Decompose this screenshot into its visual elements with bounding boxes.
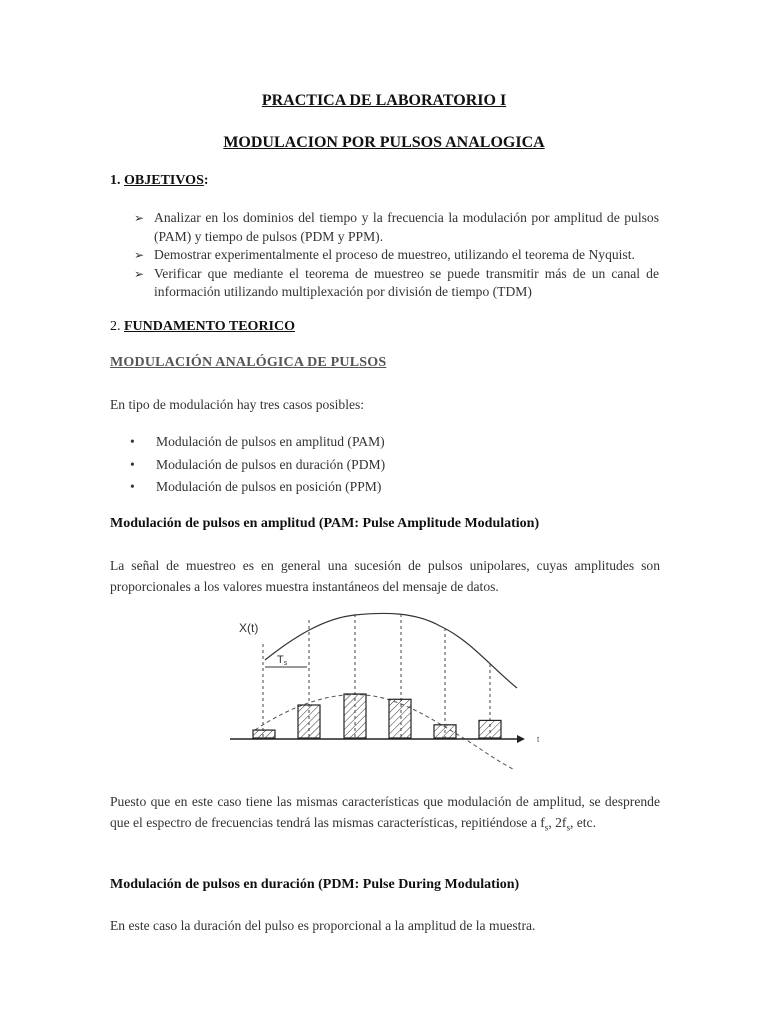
- pam-heading: Modulación de pulsos en amplitud (PAM: Pulse Amplitude Modulation): [110, 516, 540, 531]
- objectives-list: [134, 209, 659, 302]
- fundamento-title: FUNDAMENTO TEORICO: [124, 319, 296, 334]
- pulse-bar: [389, 699, 411, 738]
- objective-item: ➢ Demostrar experimentalmente el proceso de muestreo, utilizando el teorema de Nyquist.: [134, 246, 659, 265]
- arrow-bullet-icon: ➢: [134, 211, 145, 225]
- section-title: MODULACIÓN ANALÓGICA DE PULSOS: [110, 355, 387, 370]
- axis-label: t: [537, 735, 540, 744]
- pam-diagram: [225, 608, 560, 778]
- signal-curve: [265, 613, 517, 688]
- period-label: Ts: [277, 654, 288, 667]
- case-item: • Modulación de pulsos en posición (PPM): [130, 476, 385, 499]
- pulse-bar: [253, 730, 275, 738]
- sampling-lines: [263, 614, 490, 740]
- bullet-icon: •: [130, 434, 135, 449]
- bullet-icon: •: [130, 456, 135, 472]
- page-title: PRACTICA DE LABORATORIO I: [261, 92, 507, 109]
- intro-text: En tipo de modulación hay tres casos posibles:: [110, 397, 365, 412]
- fundamento-number: 2.: [110, 319, 121, 334]
- fundamento-heading: [110, 319, 295, 335]
- objective-item: ➢ Analizar en los dominios del tiempo y la frecuencia la modulación por amplitud de pulsos (PAM) y tiempo de pulsos (PDM y PPM).: [134, 210, 659, 244]
- pulse-bar: [344, 694, 366, 738]
- arrow-bullet-icon: ➢: [134, 248, 145, 262]
- page-subtitle: MODULACION POR PULSOS ANALOGICA: [223, 134, 545, 151]
- pulse-bar: [298, 705, 320, 738]
- objectives-colon: :: [203, 173, 209, 188]
- case-item: • Modulación de pulsos en amplitud (PAM): [130, 431, 385, 454]
- objectives-heading: [110, 173, 209, 189]
- arrow-bullet-icon: ➢: [134, 266, 145, 281]
- pdm-heading: Modulación de pulsos en duración (PDM: Pulse During Modulation): [110, 877, 520, 892]
- signal-label: X(t): [239, 621, 259, 635]
- axis-arrow-icon: [517, 735, 525, 743]
- pdm-paragraph: En este caso la duración del pulso es proporcional a la amplitud de la muestra.: [110, 918, 536, 933]
- cases-list: [130, 431, 385, 499]
- envelope-curve: [255, 695, 515, 770]
- pam-paragraph: La señal de muestreo es en general una sucesión de pulsos unipolares, cuyas amplitudes son proporcionales a los valores muestra instantáneos del mensaje de datos.: [110, 558, 660, 594]
- pulse-bar: [434, 725, 456, 738]
- pam-paragraph-2: Puesto que en este caso tiene las mismas características que modulación de amplitud, se desprende que el espectro de frecuencias tendrá las mismas características, repitiéndose a $f_s$, $2f_s$, etc.: [110, 794, 660, 833]
- objective-item: ➢ Verificar que mediante el teorema de muestreo se puede transmitir más de un canal de información utilizando multiplexación por división de tiempo (TDM): [134, 265, 659, 299]
- pulses: [253, 694, 501, 738]
- bullet-icon: •: [130, 479, 135, 494]
- case-item: • Modulación de pulsos en duración (PDM): [130, 454, 385, 477]
- pulse-bar: [479, 720, 501, 738]
- objectives-title: OBJETIVOS: [124, 173, 204, 188]
- objectives-number: 1.: [110, 173, 121, 188]
